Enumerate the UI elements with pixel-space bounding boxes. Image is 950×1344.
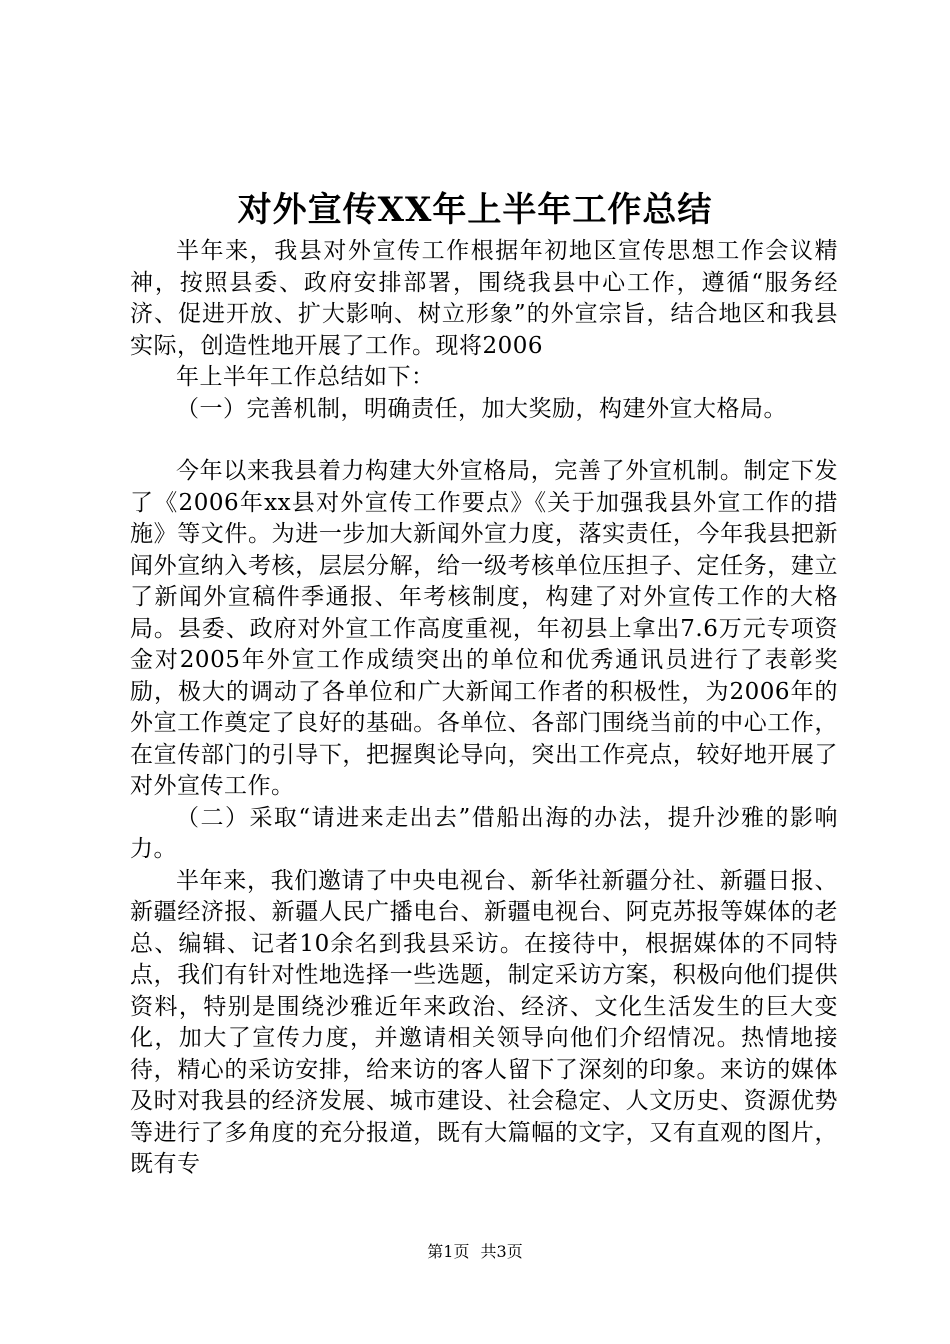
paragraph-section-1: 今年以来我县着力构建大外宣格局，完善了外宣机制。制定下发了《2006年xx县对外宣传工作要点》《关于加强我县外宣工作的措施》等文件。为进一步加大新闻外宣力度，落实责任，今年我县把新闻外宣纳入考核，层层分解，给一级考核单位压担子、定任务，建立了新闻外宣稿件季通报、年考核制度，构建了对外宣传工作的大格局。县委、政府对外宣工作高度重视，年初县上拿出7.6万元专项资金对2005年外宣工作成绩突出的单位和优秀通讯员进行了表彰奖励，极大的调动了各单位和广大新闻工作者的积极性，为2006年的外宣工作奠定了良好的基础。各单位、各部门围绕当前的中心工作，在宣传部门的引导下，把握舆论导向，突出工作亮点，较好地开展了对外宣传工作。 (130, 458, 838, 799)
page-number-current: 第1页 (427, 1242, 470, 1261)
section-heading-1: （一）完善机制，明确责任，加大奖励，构建外宣大格局。 (176, 395, 787, 422)
page-number-total: 共3页 (480, 1242, 523, 1261)
section-heading-2: （二）采取“请进来走出去”借船出海的办法，提升沙雅的影响力。 (130, 804, 838, 862)
paragraph-intro: 半年来，我县对外宣传工作根据年初地区宣传思想工作会议精神，按照县委、政府安排部署，围绕我县中心工作，遵循“服务经济、促进开放、扩大影响、树立形象”的外宣宗旨，结合地区和我县实际，创造性地开展了工作。现将2006 (130, 238, 838, 359)
document-body (130, 236, 838, 1181)
paragraph-section-2: 半年来，我们邀请了中央电视台、新华社新疆分社、新疆日报、新疆经济报、新疆人民广播电台、新疆电视台、阿克苏报等媒体的老总、编辑、记者10余名到我县采访。在接待中，根据媒体的不同特点，我们有针对性地选择一些选题，制定采访方案，积极向他们提供资料，特别是围绕沙雅近年来政治、经济、文化生活发生的巨大变化，加大了宣传力度，并邀请相关领导向他们介绍情况。热情地接待，精心的采访安排，给来访的客人留下了深刻的印象。来访的媒体及时对我县的经济发展、城市建设、社会稳定、人文历史、资源优势等进行了多角度的充分报道，既有大篇幅的文字，又有直观的图片，既有专 (130, 867, 838, 1177)
page-footer (0, 1241, 950, 1263)
document-title: 对外宣传XX年上半年工作总结 (237, 190, 713, 230)
paragraph-intro-continued: 年上半年工作总结如下： (176, 364, 435, 390)
